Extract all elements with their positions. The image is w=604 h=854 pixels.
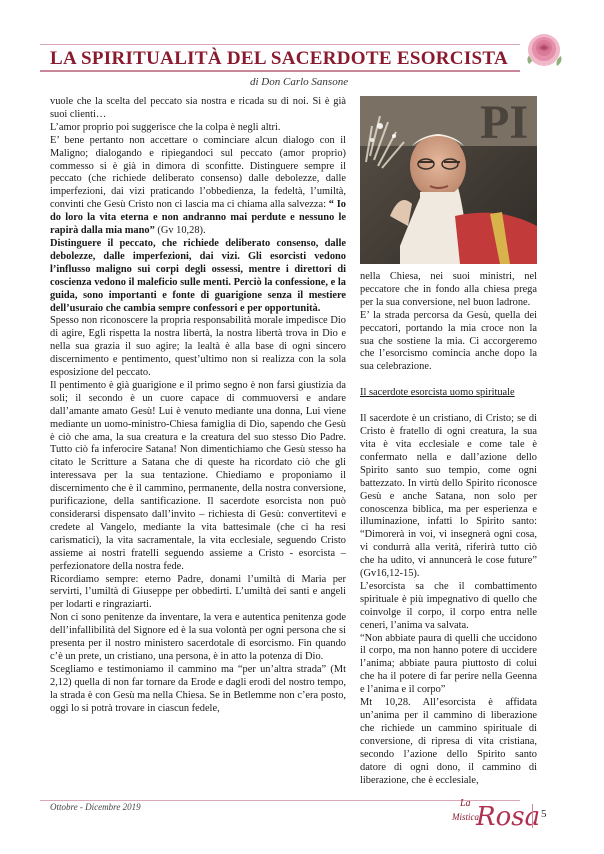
scripture-quote: “ Io do loro la vita eterna e non andranno mai perdute e nessuno le rapirà dalla mia mano” [50,199,346,237]
page-number: 5 [541,808,547,820]
scripture-reference: (Gv 10,28). [154,225,206,237]
pope-photo-illustration [360,96,537,264]
paragraph: Il pentimento è già guarigione e il primo segno è non farsi giustizia da soli; il secondo è un cuore capace di commuoversi e andare dall’amante amato Gesù! Lui è venuto mediante una donna, Lui viene mediante un uomo-ministro-Chiesa famiglia di Dio, sapendo che Gesù è ciò che ama, la sua creatura e la creatura del suo stesso Dio Padre. Tutto ciò fa inferocire Satana! Non dimentichiamo che Gesù stesso ha citato le Scritture a Satana che di queste ha ricordato ciò che gli interessava per la sua tentazione. Chiediamo e proponiamo il discernimento che è il cammino, permanente, della nostra conversione, purificazione, della santificazione. Il sacerdote esorcista non può considerarsi dispensato dall’invito – richiesta di Gesù: convertitevi e credete al Vangelo, mediante la vita battesimale (che ci ha resi carismatici), la vita sacramentale, la vita ecclesiale, seguendo Cristo assieme ai nostri fratelli seguendo assieme a Cristo - esorcista – perfezionatore della nostra fede. [50,379,346,572]
paragraph: Ricordiamo sempre: eterno Padre, donami l’umiltà di Maria per servirti, l’umiltà di Giuseppe per obbedirti. L’umiltà dei santi e angeli per lodarti e ringraziarti. [50,573,346,611]
pope-photo [360,96,537,264]
paragraph: L’amor proprio poi suggerisce che la colpa è negli altri. [50,121,281,133]
paragraph: Mt 10,28. All’esorcista è affidata un’anima per il cammino di liberazione che richiede un cammino spirituale di conversione, di ripresa di vita cristiana, secondo l’azione dello Spirito santo datore di ogni dono, il cammino di liberazione, che è ecclesiale, [360,697,537,786]
background-lettering: PI [480,96,528,149]
issue-date: Ottobre - Dicembre 2019 [50,802,141,812]
rose-icon [521,28,567,74]
paragraph: E’ la strada percorsa da Gesù, quella dei peccatori, portando la mia croce non la sua che sostiene la mia. Ci accorgeremo che l’esorcismo comincia anche dopo la sua celebrazione. [360,309,537,373]
magazine-logo [450,798,541,838]
page-number-box [532,804,553,828]
paragraph: Scegliamo e testimoniamo il cammino ma “per un’altra strada” (Mt 2,12) quella di non far tornare da Erode e dagli erodi del nostro tempo, la strada è con Gesù ma nella Chiesa. Se in Betlemme non c’era posto, oggi lo si potrà trovare in ciascun fedele, [50,663,346,714]
paragraph: nella Chiesa, nei suoi ministri, nel peccatore che in fondo alla chiesa prega per la sua conversione, nel buon ladrone. [360,271,537,308]
logo-rosa: Rosa [476,802,541,832]
paragraph: L’esorcista sa che il combattimento spirituale è più impegnativo di quello che coinvolge il corpo, il corpo entra nelle ceneri, l’anima va salvata. [360,580,537,631]
header-rule-top [40,44,520,45]
paragraph-text: E’ bene pertanto non accettare o cominciare alcun dialogo con il Maligno; dialogando e ripiegandoci sul peccato (amor proprio) commesso si è già in dimora di sconfitte. Distinguere sempre il peccato (che richiede deliberato consenso) dalle debolezze, dalle imperfezioni, dai vizi praticando l’obbedienza, la fedeltà, l’umiltà, convinti che Gesù Cristo non ci lascia ma ci chiama alla salvezza: [50,134,346,211]
byline: di Don Carlo Sansone [250,76,349,88]
logo-la: La [460,798,471,809]
paragraph: Il sacerdote è un cristiano, di Cristo; se di Cristo è fratello di ogni creatura, la sua vita è vita ecclesiale e come tale è confermato nella e dall’azione dello Spirito santo suo tempio, come ogni battezzato. In virtù dello Spirito riconosce Gesù e anche Satana, non solo per conoscenza biblica, ma per esperienza e illuminazione, infatti lo Spirito santo: “Dimorerà in voi, vi insegnerà ogni cosa, vi condurrà alla verità, riferirà tutto ciò che ha udito, vi annuncerà le cose future” (Gv16,12-15). [360,413,537,580]
header-rule [40,70,520,72]
paragraph: Spesso non riconoscere la propria responsabilità morale impedisce Dio di agire, Egli rispetta la nostra libertà, la nostra libertà trova in Dio e nella sua grazia il suo agire; la lealtà è alla base di ogni sincero discernimento e pentimento, quest’ultimo non si realizza con la sola esposizione del peccato. [50,315,346,379]
paragraph [50,135,346,238]
left-column [50,96,346,716]
paragraph: vuole che la scelta del peccato sia nostra e ricada su di noi. Si è già suoi clienti… [50,96,346,120]
paragraph: Non ci sono penitenze da inventare, la vera e autentica penitenza gode dell’infallibilità del Signore ed è la sua volontà per ogni persona che si presenta per il nostro ministero sacerdotale di esorcismo. Fin quando c’è un prete, un cristiano, una persona, è in atto la potenza di Dio. [50,612,346,662]
paragraph: “Non abbiate paura di quelli che uccidono il corpo, ma non hanno potere di uccidere l’anima; abbiate paura piuttosto di colui che ha il potere di far perire nella Geenna e l’anima e il corpo” [360,632,537,696]
right-column [360,271,537,787]
footer-rule [40,800,520,801]
logo-mistica: Mistica [452,812,479,822]
article-title: LA SPIRITUALITÀ DEL SACERDOTE ESORCISTA [50,48,508,69]
section-subheading: Il sacerdote esorcista uomo spirituale [360,387,515,399]
highlighted-paragraph: Distinguere il peccato, che richiede deliberato consenso, dalle debolezze, dalle imperfezioni, dai vizi. Gli esorcisti vedono l’influsso maligno sui corpi degli ossessi, mentre i direttori di coscienza vedono il maleficio sulle menti. Perciò la confessione, e la guida, sono importanti e fonte di guarigione senza il mestiere dell’usuraio che cambia sempre confessori e per opportunità. [50,237,346,314]
